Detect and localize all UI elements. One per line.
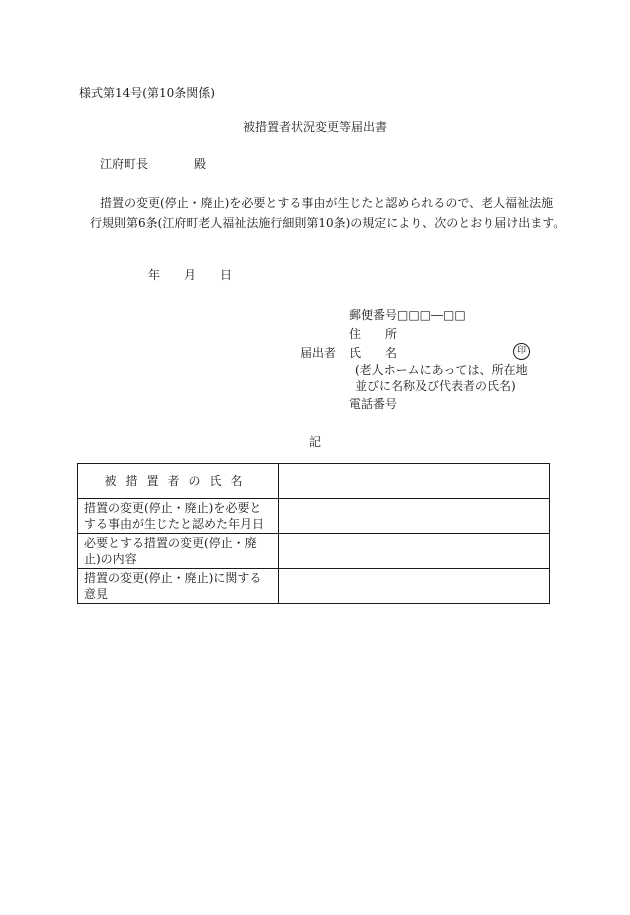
row-label-change-content: 必要とする措置の変更(停止・廃止)の内容 — [78, 534, 279, 569]
notifier-label: 届出者 — [300, 346, 337, 360]
date-month-label: 月 — [184, 268, 197, 282]
body-text-line-1: 措置の変更(停止・廃止)を必要とする事由が生じたと認められるので、老人福祉法施 — [100, 196, 554, 210]
seal-icon: 印 — [513, 343, 530, 360]
address-label: 住 所 — [349, 327, 398, 341]
document-title: 被措置者状況変更等届出書 — [242, 120, 387, 134]
row-value-name[interactable] — [279, 464, 550, 499]
postal-code-field: 郵便番号□□□―□□ — [349, 308, 466, 322]
form-number: 様式第14号(第10条関係) — [79, 86, 215, 100]
row-value-opinion[interactable] — [279, 569, 550, 604]
row-label-opinion: 措置の変更(停止・廃止)に関する意見 — [78, 569, 279, 604]
notifier-note-line-1: (老人ホームにあっては、所在地 — [355, 363, 528, 377]
date-line — [148, 267, 232, 283]
row-value-recognized-date[interactable] — [279, 499, 550, 534]
table-row — [78, 534, 550, 569]
row-value-change-content[interactable] — [279, 534, 550, 569]
addressee-honorific: 殿 — [194, 157, 207, 171]
name-label: 氏 名 — [349, 346, 398, 360]
body-text-line-2: 行規則第6条(江府町老人福祉法施行細則第10条)の規定により、次のとおり届け出ます。 — [90, 216, 566, 230]
row-label-recognized-date: 措置の変更(停止・廃止)を必要とする事由が生じたと認めた年月日 — [78, 499, 279, 534]
table-row — [78, 569, 550, 604]
phone-label: 電話番号 — [349, 397, 398, 411]
addressee-name: 江府町長 — [100, 157, 149, 171]
table-row — [78, 499, 550, 534]
notifier-note-line-2: 並びに名称及び代表者の氏名) — [355, 379, 516, 393]
table-row — [78, 464, 550, 499]
addressee — [100, 156, 206, 172]
ki-heading: 記 — [308, 435, 321, 449]
details-table — [77, 463, 550, 604]
date-year-label: 年 — [148, 268, 161, 282]
row-label-name: 被措置者の氏名 — [78, 464, 279, 499]
date-day-label: 日 — [220, 268, 233, 282]
